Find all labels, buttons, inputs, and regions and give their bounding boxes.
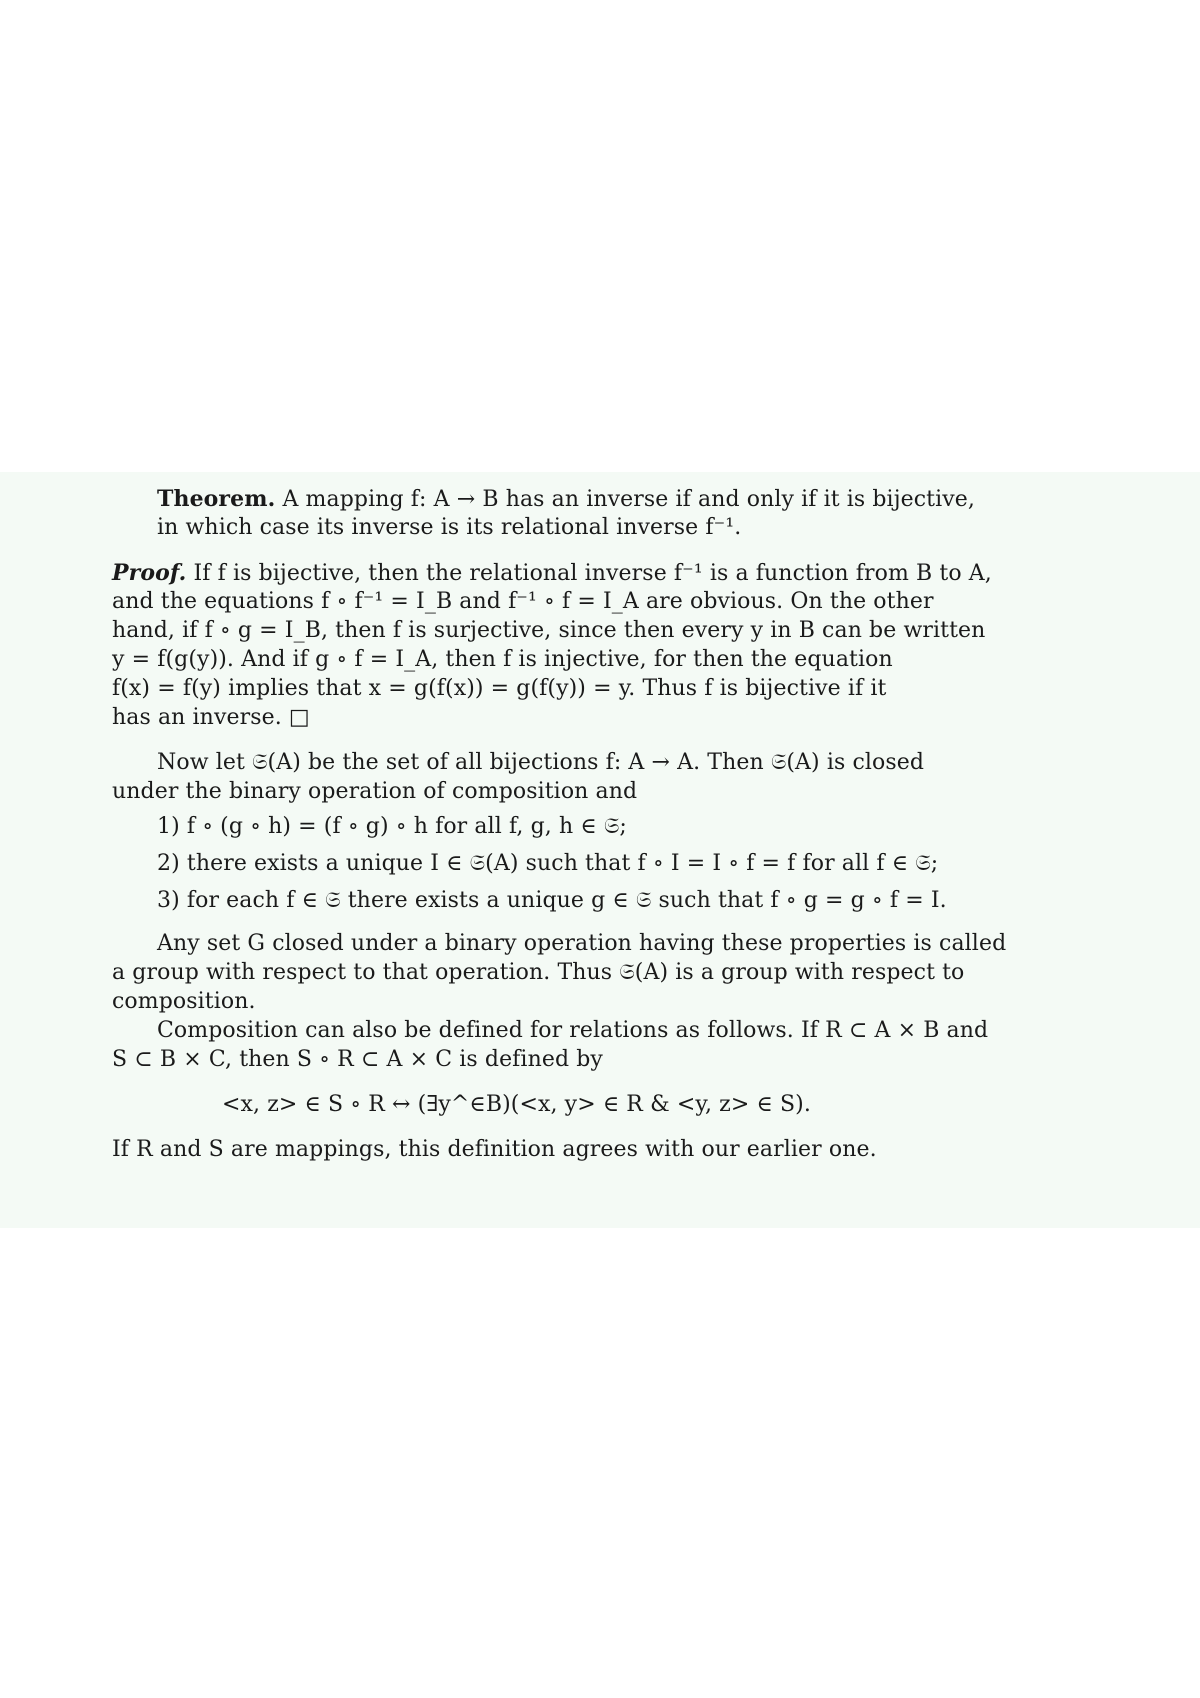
theorem-text-1: A mapping f: A → B has an inverse if and only if it is bijective,	[282, 487, 975, 512]
closing-remark: If R and S are mappings, this definition agrees with our earlier one.	[112, 1137, 877, 1162]
group-intro-line-1: Now let 𝔖(A) be the set of all bijections f: A → A. Then 𝔖(A) is closed	[157, 750, 925, 775]
group-def-line-3: composition.	[112, 989, 256, 1014]
group-axiom-3: 3) for each f ∈ 𝔖 there exists a unique g ∈ 𝔖 such that f ∘ g = g ∘ f = I.	[157, 888, 947, 913]
theorem-line-2: in which case its inverse is its relational inverse f⁻¹.	[157, 515, 742, 540]
theorem-line-1	[157, 485, 975, 514]
composition-formula: <x, z> ∈ S ∘ R ↔ (∃y^∈B)(<x, y> ∈ R & <y, z> ∈ S).	[222, 1092, 811, 1117]
proof-line-3: hand, if f ∘ g = I_B, then f is surjective, since then every y in B can be written	[112, 618, 986, 643]
relations-line-1: Composition can also be defined for relations as follows. If R ⊂ A × B and	[157, 1018, 989, 1043]
theorem-label: Theorem.	[157, 486, 276, 512]
group-def-line-2: a group with respect to that operation. Thus 𝔖(A) is a group with respect to	[112, 960, 965, 985]
group-axiom-1: 1) f ∘ (g ∘ h) = (f ∘ g) ∘ h for all f, g, h ∈ 𝔖;	[157, 814, 627, 839]
group-intro-line-2: under the binary operation of composition and	[112, 779, 638, 804]
group-def-line-1: Any set G closed under a binary operation having these properties is called	[157, 931, 1007, 956]
proof-text-1: If f is bijective, then the relational inverse f⁻¹ is a function from B to A,	[193, 561, 992, 586]
proof-line-2: and the equations f ∘ f⁻¹ = I_B and f⁻¹ ∘ f = I_A are obvious. On the other	[112, 589, 934, 614]
proof-line-4: y = f(g(y)). And if g ∘ f = I_A, then f is injective, for then the equation	[112, 647, 893, 672]
proof-line-1	[112, 559, 992, 588]
proof-line-5: f(x) = f(y) implies that x = g(f(x)) = g(f(y)) = y. Thus f is bijective if it	[112, 676, 887, 701]
proof-label: Proof.	[112, 560, 187, 586]
relations-line-2: S ⊂ B × C, then S ∘ R ⊂ A × C is defined by	[112, 1047, 603, 1072]
proof-line-6: has an inverse. □	[112, 705, 310, 730]
group-axiom-2: 2) there exists a unique I ∈ 𝔖(A) such that f ∘ I = I ∘ f = f for all f ∈ 𝔖;	[157, 851, 939, 876]
